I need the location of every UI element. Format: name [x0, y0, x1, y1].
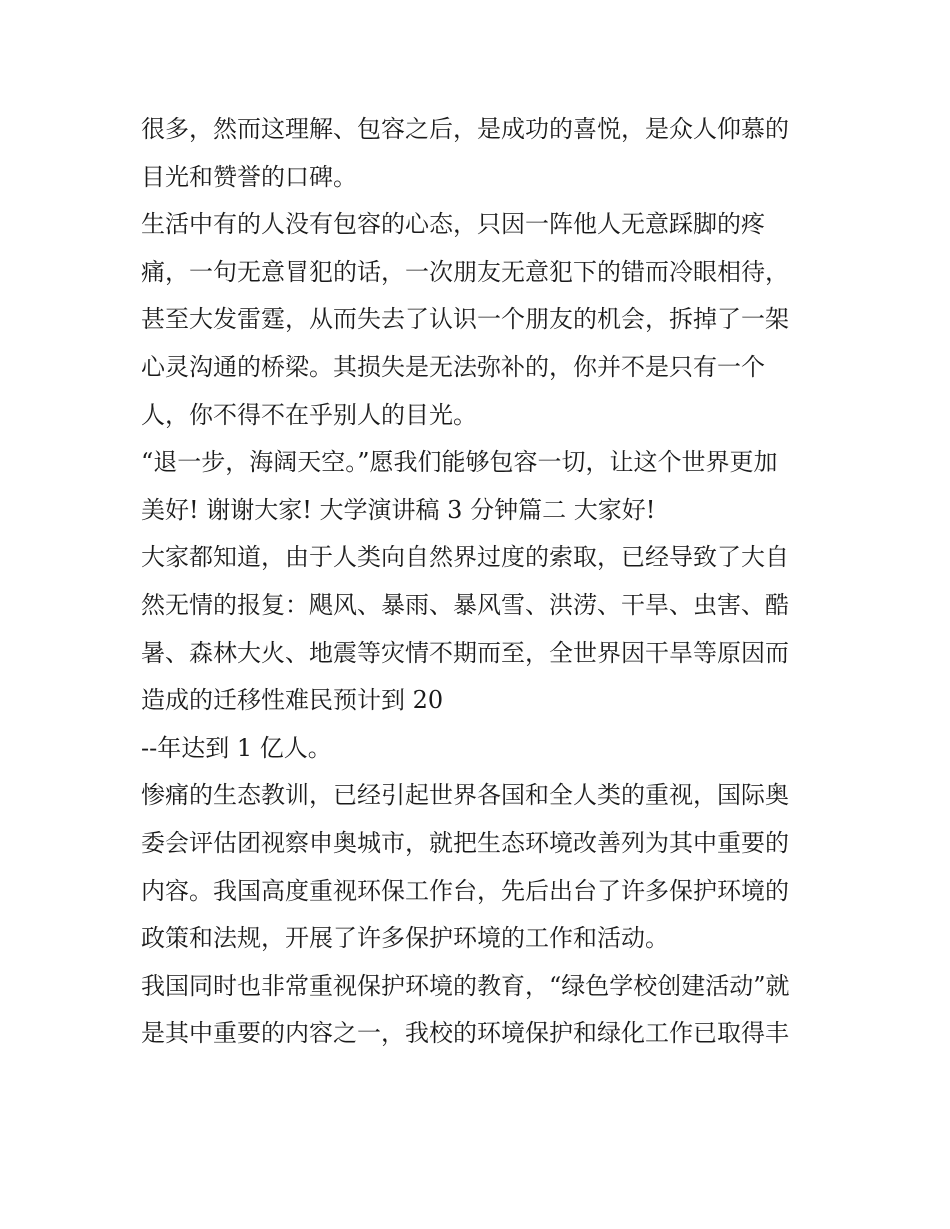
text-line: 然无情的报复：飓风、暴雨、暴风雪、洪涝、干旱、虫害、酷 — [141, 590, 789, 619]
text-line: 政策和法规，开展了许多保护环境的工作和活动。 — [141, 924, 669, 953]
text-line: 大家都知道，由于人类向自然界过度的索取，已经导致了大自 — [141, 543, 789, 572]
text-line: 甚至大发雷霆，从而失去了认识一个朋友的机会，拆掉了一架 — [141, 305, 789, 334]
text-line: 痛，一句无意冒犯的话，一次朋友无意犯下的错而冷眼相待， — [141, 257, 789, 286]
text-line: 是其中重要的内容之一，我校的环境保护和绿化工作已取得丰 — [141, 1019, 789, 1048]
text-line: 很多，然而这理解、包容之后，是成功的喜悦，是众人仰慕的 — [141, 115, 789, 143]
document-body — [141, 106, 821, 1058]
text-line: --年达到 1 亿人。 — [141, 733, 332, 762]
text-line: 人，你不得不在乎别人的目光。 — [141, 400, 477, 429]
text-line: 造成的迁移性难民预计到 20 — [141, 686, 444, 715]
text-line: 暑、森林大火、地震等灾情不期而至，全世界因干旱等原因而 — [141, 638, 789, 667]
text-line: 内容。我国高度重视环保工作台，先后出台了许多保护环境的 — [141, 876, 789, 905]
text-line: “退一步，海阔天空。”愿我们能够包容一切，让这个世界更加 — [141, 448, 778, 477]
text-line: 美好! 谢谢大家! 大学演讲稿 3 分钟篇二 大家好! — [141, 495, 656, 524]
text-line: 委会评估团视察申奥城市，就把生态环境改善列为其中重要的 — [141, 828, 789, 857]
text-line: 我国同时也非常重视保护环境的教育，“绿色学校创建活动”就 — [141, 971, 790, 1000]
text-line: 惨痛的生态教训，已经引起世界各国和全人类的重视，国际奥 — [141, 781, 789, 810]
text-line: 心灵沟通的桥梁。其损失是无法弥补的，你并不是只有一个 — [141, 352, 765, 381]
text-line: 生活中有的人没有包容的心态，只因一阵他人无意踩脚的疼 — [141, 210, 765, 239]
text-line: 目光和赞誉的口碑。 — [141, 162, 357, 191]
